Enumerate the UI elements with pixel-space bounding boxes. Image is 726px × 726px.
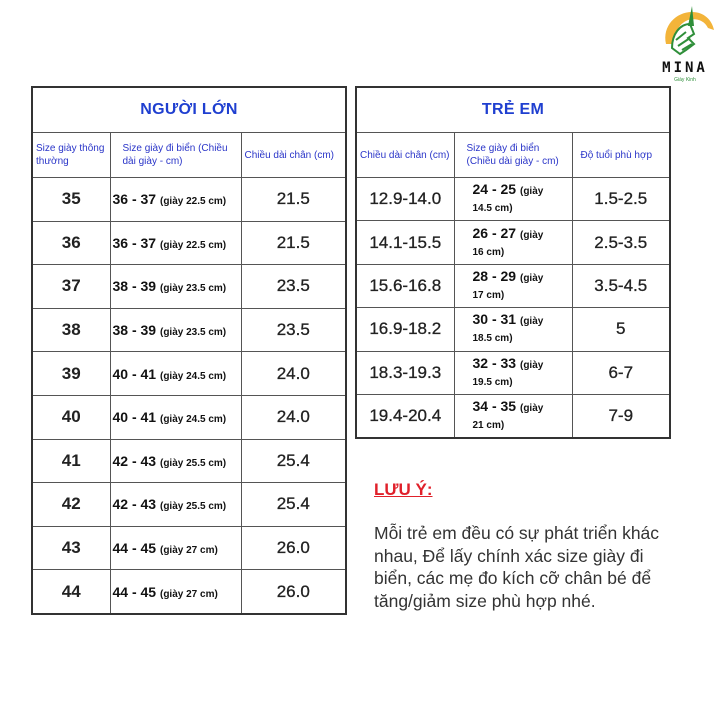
adult-foot-length: 25.4	[241, 483, 346, 527]
kids-age: 2.5-3.5	[572, 221, 670, 264]
beach-note: (giày 25.5 cm)	[159, 457, 227, 469]
adult-size: 35	[32, 178, 110, 222]
beach-note: (giày	[519, 229, 544, 241]
table-row	[32, 439, 346, 483]
adult-header-beach-size: Size giày đi biển (Chiều dài giày - cm)	[110, 133, 241, 178]
unicorn-logo-icon	[658, 4, 716, 60]
beach-note: (giày 24.5 cm)	[159, 370, 227, 382]
beach-note: (giày 22.5 cm)	[159, 196, 227, 208]
brand-logo	[652, 4, 720, 84]
kids-header-beach-size: Size giày đi biển (Chiều dài giày - cm)	[454, 133, 572, 178]
beach-note: 14.5 cm)	[472, 203, 513, 215]
adult-foot-length: 23.5	[241, 265, 346, 309]
kids-foot-length: 19.4-20.4	[356, 394, 454, 438]
kids-age: 7-9	[572, 394, 670, 438]
adult-beach-size	[110, 526, 241, 570]
beach-range: 44 - 45	[112, 540, 157, 557]
beach-note: 19.5 cm)	[472, 376, 513, 388]
adult-foot-length: 24.0	[241, 395, 346, 439]
adult-beach-size	[110, 352, 241, 396]
adult-beach-size	[110, 178, 241, 222]
adult-foot-length: 26.0	[241, 570, 346, 614]
kids-foot-length: 12.9-14.0	[356, 178, 454, 221]
beach-note: (giày	[519, 272, 544, 284]
adult-beach-size	[110, 483, 241, 527]
beach-range: 42 - 43	[112, 496, 157, 513]
table-row	[356, 394, 670, 438]
kids-age: 3.5-4.5	[572, 264, 670, 307]
adult-beach-size	[110, 265, 241, 309]
beach-note: 21 cm)	[472, 420, 505, 432]
beach-note: (giày	[519, 403, 544, 415]
beach-range: 42 - 43	[112, 452, 157, 469]
adult-beach-size	[110, 439, 241, 483]
kids-foot-length: 15.6-16.8	[356, 264, 454, 307]
kids-age: 1.5-2.5	[572, 178, 670, 221]
beach-range: 38 - 39	[112, 322, 157, 339]
beach-range: 30 - 31	[472, 311, 517, 328]
adult-size: 40	[32, 395, 110, 439]
kids-beach-size	[454, 308, 572, 351]
beach-note: (giày 22.5 cm)	[159, 239, 227, 251]
beach-range: 44 - 45	[112, 583, 157, 600]
adult-foot-length: 21.5	[241, 221, 346, 265]
kids-beach-size	[454, 264, 572, 307]
table-row	[32, 221, 346, 265]
table-row	[32, 178, 346, 222]
beach-note: 16 cm)	[472, 246, 505, 258]
beach-range: 24 - 25	[472, 181, 517, 198]
table-row	[32, 526, 346, 570]
adult-foot-length: 26.0	[241, 526, 346, 570]
kids-foot-length: 14.1-15.5	[356, 221, 454, 264]
kids-beach-size	[454, 221, 572, 264]
beach-note: (giày	[519, 316, 544, 328]
kids-beach-size	[454, 178, 572, 221]
beach-range: 28 - 29	[472, 267, 517, 284]
kids-foot-length: 16.9-18.2	[356, 308, 454, 351]
beach-range: 34 - 35	[472, 398, 517, 415]
adult-size: 44	[32, 570, 110, 614]
kids-foot-length: 18.3-19.3	[356, 351, 454, 394]
kids-age: 5	[572, 308, 670, 351]
kids-table-title: TRẺ EM	[356, 87, 670, 133]
table-row	[356, 221, 670, 264]
table-row	[32, 352, 346, 396]
note-body: Mỗi trẻ em đều có sự phát triển khác nhau, Để lấy chính xác size giày đi biển, các mẹ đo kích cỡ chân bé để tăng/giảm size phù hợp nhé.	[374, 523, 660, 611]
adult-size: 42	[32, 483, 110, 527]
kids-header-foot-length: Chiều dài chân (cm)	[356, 133, 454, 178]
adult-beach-size	[110, 395, 241, 439]
beach-note: 17 cm)	[472, 289, 505, 301]
adult-table-title: NGƯỜI LỚN	[32, 87, 346, 133]
adult-header-normal-size: Size giày thông thường	[32, 133, 110, 178]
adult-size: 37	[32, 265, 110, 309]
beach-range: 40 - 41	[112, 409, 157, 426]
beach-note: (giày 27 cm)	[159, 588, 218, 600]
kids-age: 6-7	[572, 351, 670, 394]
beach-note: (giày 23.5 cm)	[159, 283, 227, 295]
adult-size: 39	[32, 352, 110, 396]
table-row	[32, 265, 346, 309]
brand-tagline: Giày Kinh	[674, 77, 696, 83]
adult-size: 41	[32, 439, 110, 483]
beach-note: (giày 23.5 cm)	[159, 327, 227, 339]
brand-name: MINA	[662, 60, 708, 76]
kids-beach-size	[454, 351, 572, 394]
adult-beach-size	[110, 570, 241, 614]
adult-foot-length: 21.5	[241, 178, 346, 222]
beach-range: 36 - 37	[112, 234, 157, 251]
adult-beach-size	[110, 308, 241, 352]
beach-note: (giày 25.5 cm)	[159, 501, 227, 513]
table-row	[356, 178, 670, 221]
adult-beach-size	[110, 221, 241, 265]
beach-note: (giày 24.5 cm)	[159, 414, 227, 426]
beach-range: 36 - 37	[112, 191, 157, 208]
adult-size: 43	[32, 526, 110, 570]
table-row	[32, 395, 346, 439]
beach-note: (giày	[519, 359, 544, 371]
adult-size: 38	[32, 308, 110, 352]
adult-foot-length: 23.5	[241, 308, 346, 352]
beach-note: (giày 27 cm)	[159, 545, 218, 557]
kids-beach-size	[454, 394, 572, 438]
adult-foot-length: 24.0	[241, 352, 346, 396]
beach-range: 40 - 41	[112, 365, 157, 382]
kids-size-table	[355, 86, 671, 439]
beach-note: 18.5 cm)	[472, 333, 513, 345]
table-row	[32, 570, 346, 614]
beach-range: 38 - 39	[112, 278, 157, 295]
table-row	[356, 308, 670, 351]
beach-range: 32 - 33	[472, 354, 517, 371]
adult-header-foot-length: Chiều dài chân (cm)	[241, 133, 346, 178]
table-row	[356, 264, 670, 307]
table-row	[356, 351, 670, 394]
note-title: LƯU Ý:	[374, 480, 433, 499]
kids-header-age: Độ tuổi phù hợp	[572, 133, 670, 178]
table-row	[32, 308, 346, 352]
adult-foot-length: 25.4	[241, 439, 346, 483]
adult-size-table	[31, 86, 347, 615]
beach-range: 26 - 27	[472, 224, 517, 241]
beach-note: (giày	[519, 186, 544, 198]
table-row	[32, 483, 346, 527]
adult-size: 36	[32, 221, 110, 265]
